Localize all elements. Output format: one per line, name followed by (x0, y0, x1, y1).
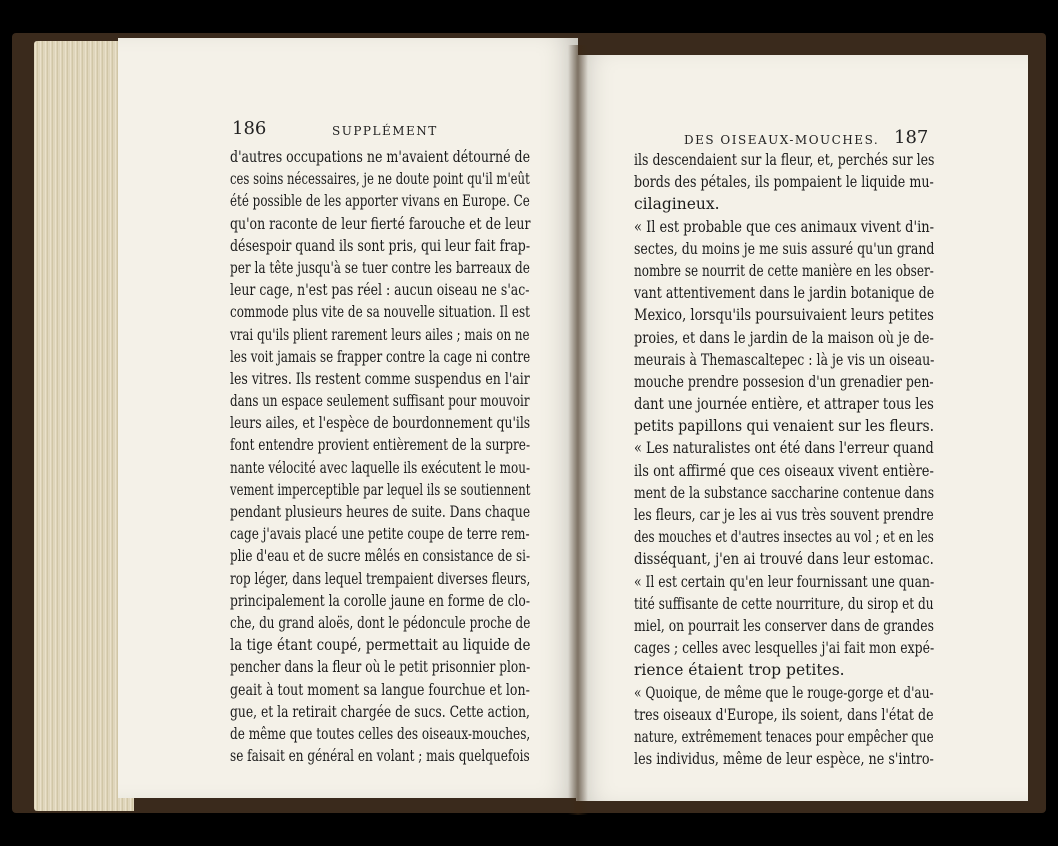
text-line: leurs ailes, et l'espèce de bourdonnement qu'ils (230, 414, 531, 433)
text-line: nombre se nourrit de cette manière en les obser- (634, 261, 934, 280)
text-line: Mexico, lorsqu'ils poursuivaient leurs petites (634, 306, 934, 325)
text-line: cilagineux. (634, 195, 720, 214)
text-line: ils ont affirmé que ces oiseaux vivent entière- (634, 461, 934, 480)
text-line: pendant plusieurs heures de suite. Dans chaque (230, 503, 531, 521)
text-line: cage j'avais placé une petite coupe de terre rem- (230, 525, 530, 544)
text-line: tres oiseaux d'Europe, ils soient, dans l'état de (634, 705, 934, 724)
text-line: été possible de les apporter vivans en Europe. Ce (230, 192, 530, 211)
text-line: ment de la substance saccharine contenue dans (634, 483, 935, 502)
text-line: bords des pétales, ils pompaient le liquide mu- (634, 173, 934, 192)
text-line: geait à tout moment sa langue fourchue et lon- (230, 680, 530, 699)
text-line: les fleurs, car je les ai vus très souvent prendre (634, 506, 934, 524)
text-line: meurais à Themascaltepec : là je vis un oiseau- (634, 350, 935, 369)
text-line: vant attentivement dans le jardin botanique de (634, 284, 935, 303)
text-line: miel, on pourrait les conserver dans de grandes (634, 616, 934, 635)
text-line: se faisait en général en volant ; mais quelquefois (230, 747, 530, 766)
book-gutter (568, 45, 588, 815)
left-body-text (230, 146, 530, 767)
text-line: font entendre provient entièrement de la surpre- (230, 436, 531, 455)
text-line: per la tête jusqu'à se tuer contre les barreaux de (230, 258, 530, 277)
text-line: pencher dans la fleur où le petit prisonnier plon- (230, 658, 531, 677)
text-line: cages ; celles avec lesquelles j'ai fait mon expé- (634, 639, 935, 658)
text-line: de même que toutes celles des oiseaux-mouches, (230, 724, 531, 743)
text-line: plie d'eau et de sucre mêlés en consistance de si- (230, 547, 531, 566)
text-line: dans un espace seulement suffisant pour mouvoir (230, 392, 530, 411)
text-line: sectes, du moins je me suis assuré qu'un grand (634, 239, 935, 258)
text-line: les vitres. Ils restent comme suspendus en l'air (230, 369, 530, 388)
left-page-number: 186 (232, 118, 267, 139)
text-line: ces soins nécessaires, je ne doute point qu'il m'eût (230, 170, 530, 189)
text-line: « Il est certain qu'en leur fournissant une quan- (634, 572, 935, 591)
text-line: « Quoique, de même que le rouge-gorge et d'au- (634, 683, 934, 702)
right-page-number: 187 (894, 127, 929, 148)
text-line: disséquant, j'en ai trouvé dans leur estomac. (634, 550, 934, 569)
text-line: rience étaient trop petites. (634, 661, 845, 680)
text-line: principalement la corolle jaune en forme de clo- (230, 591, 530, 610)
text-line: dant une journée entière, et attraper tous les (634, 395, 934, 414)
text-line: d'autres occupations ne m'avaient détourné de (230, 148, 531, 166)
text-line: vrai qu'ils plient rarement leurs ailes ; mais on ne (230, 325, 530, 344)
text-line: gue, et la retirait chargée de sucs. Cette action, (230, 702, 530, 721)
text-line: rop léger, dans lequel trempaient diverses fleurs, (230, 569, 531, 588)
text-line: des mouches et d'autres insectes au vol ; et en les (634, 528, 934, 547)
text-line: vement imperceptible par lequel ils se soutiennent (230, 480, 531, 499)
open-book (12, 33, 1046, 813)
text-line: la tige étant coupé, permettait au liquide de (230, 636, 531, 655)
text-line: proies, et dans le jardin de la maison où je de- (634, 328, 934, 347)
right-body-text (634, 149, 934, 770)
left-page (118, 38, 578, 798)
text-line: che, du grand aloës, dont le pédoncule proche de (230, 613, 531, 632)
text-line: « Les naturalistes ont été dans l'erreur quand (634, 439, 934, 458)
text-line: commode plus vite de sa nouvelle situation. Il est (230, 303, 530, 322)
text-line: ils descendaient sur la fleur, et, perchés sur les (634, 151, 935, 169)
text-line: « Il est probable que ces animaux vivent d'in- (634, 217, 935, 236)
text-line: nante vélocité avec laquelle ils exécutent le mou- (230, 458, 531, 477)
text-line: petits papillons qui venaient sur les fleurs. (634, 417, 935, 436)
text-line: les voit jamais se frapper contre la cage ni contre (230, 347, 531, 366)
text-line: désespoir quand ils sont pris, qui leur fait frap- (230, 236, 531, 255)
right-running-head: DES OISEAUX-MOUCHES. (684, 133, 880, 147)
right-page (576, 55, 1028, 801)
text-line: nature, extrêmement tenaces pour empêcher que (634, 727, 934, 746)
left-running-head: SUPPLÉMENT (332, 124, 438, 138)
text-line: les individus, même de leur espèce, ne s'intro- (634, 750, 934, 769)
text-line: tité suffisante de cette nourriture, du sirop et du (634, 594, 934, 613)
text-line: mouche prendre possesion d'un grenadier pen- (634, 372, 934, 391)
text-line: leur cage, n'est pas réel : aucun oiseau ne s'ac- (230, 281, 530, 300)
text-line: qu'on raconte de leur fierté farouche et de leur (230, 214, 531, 233)
